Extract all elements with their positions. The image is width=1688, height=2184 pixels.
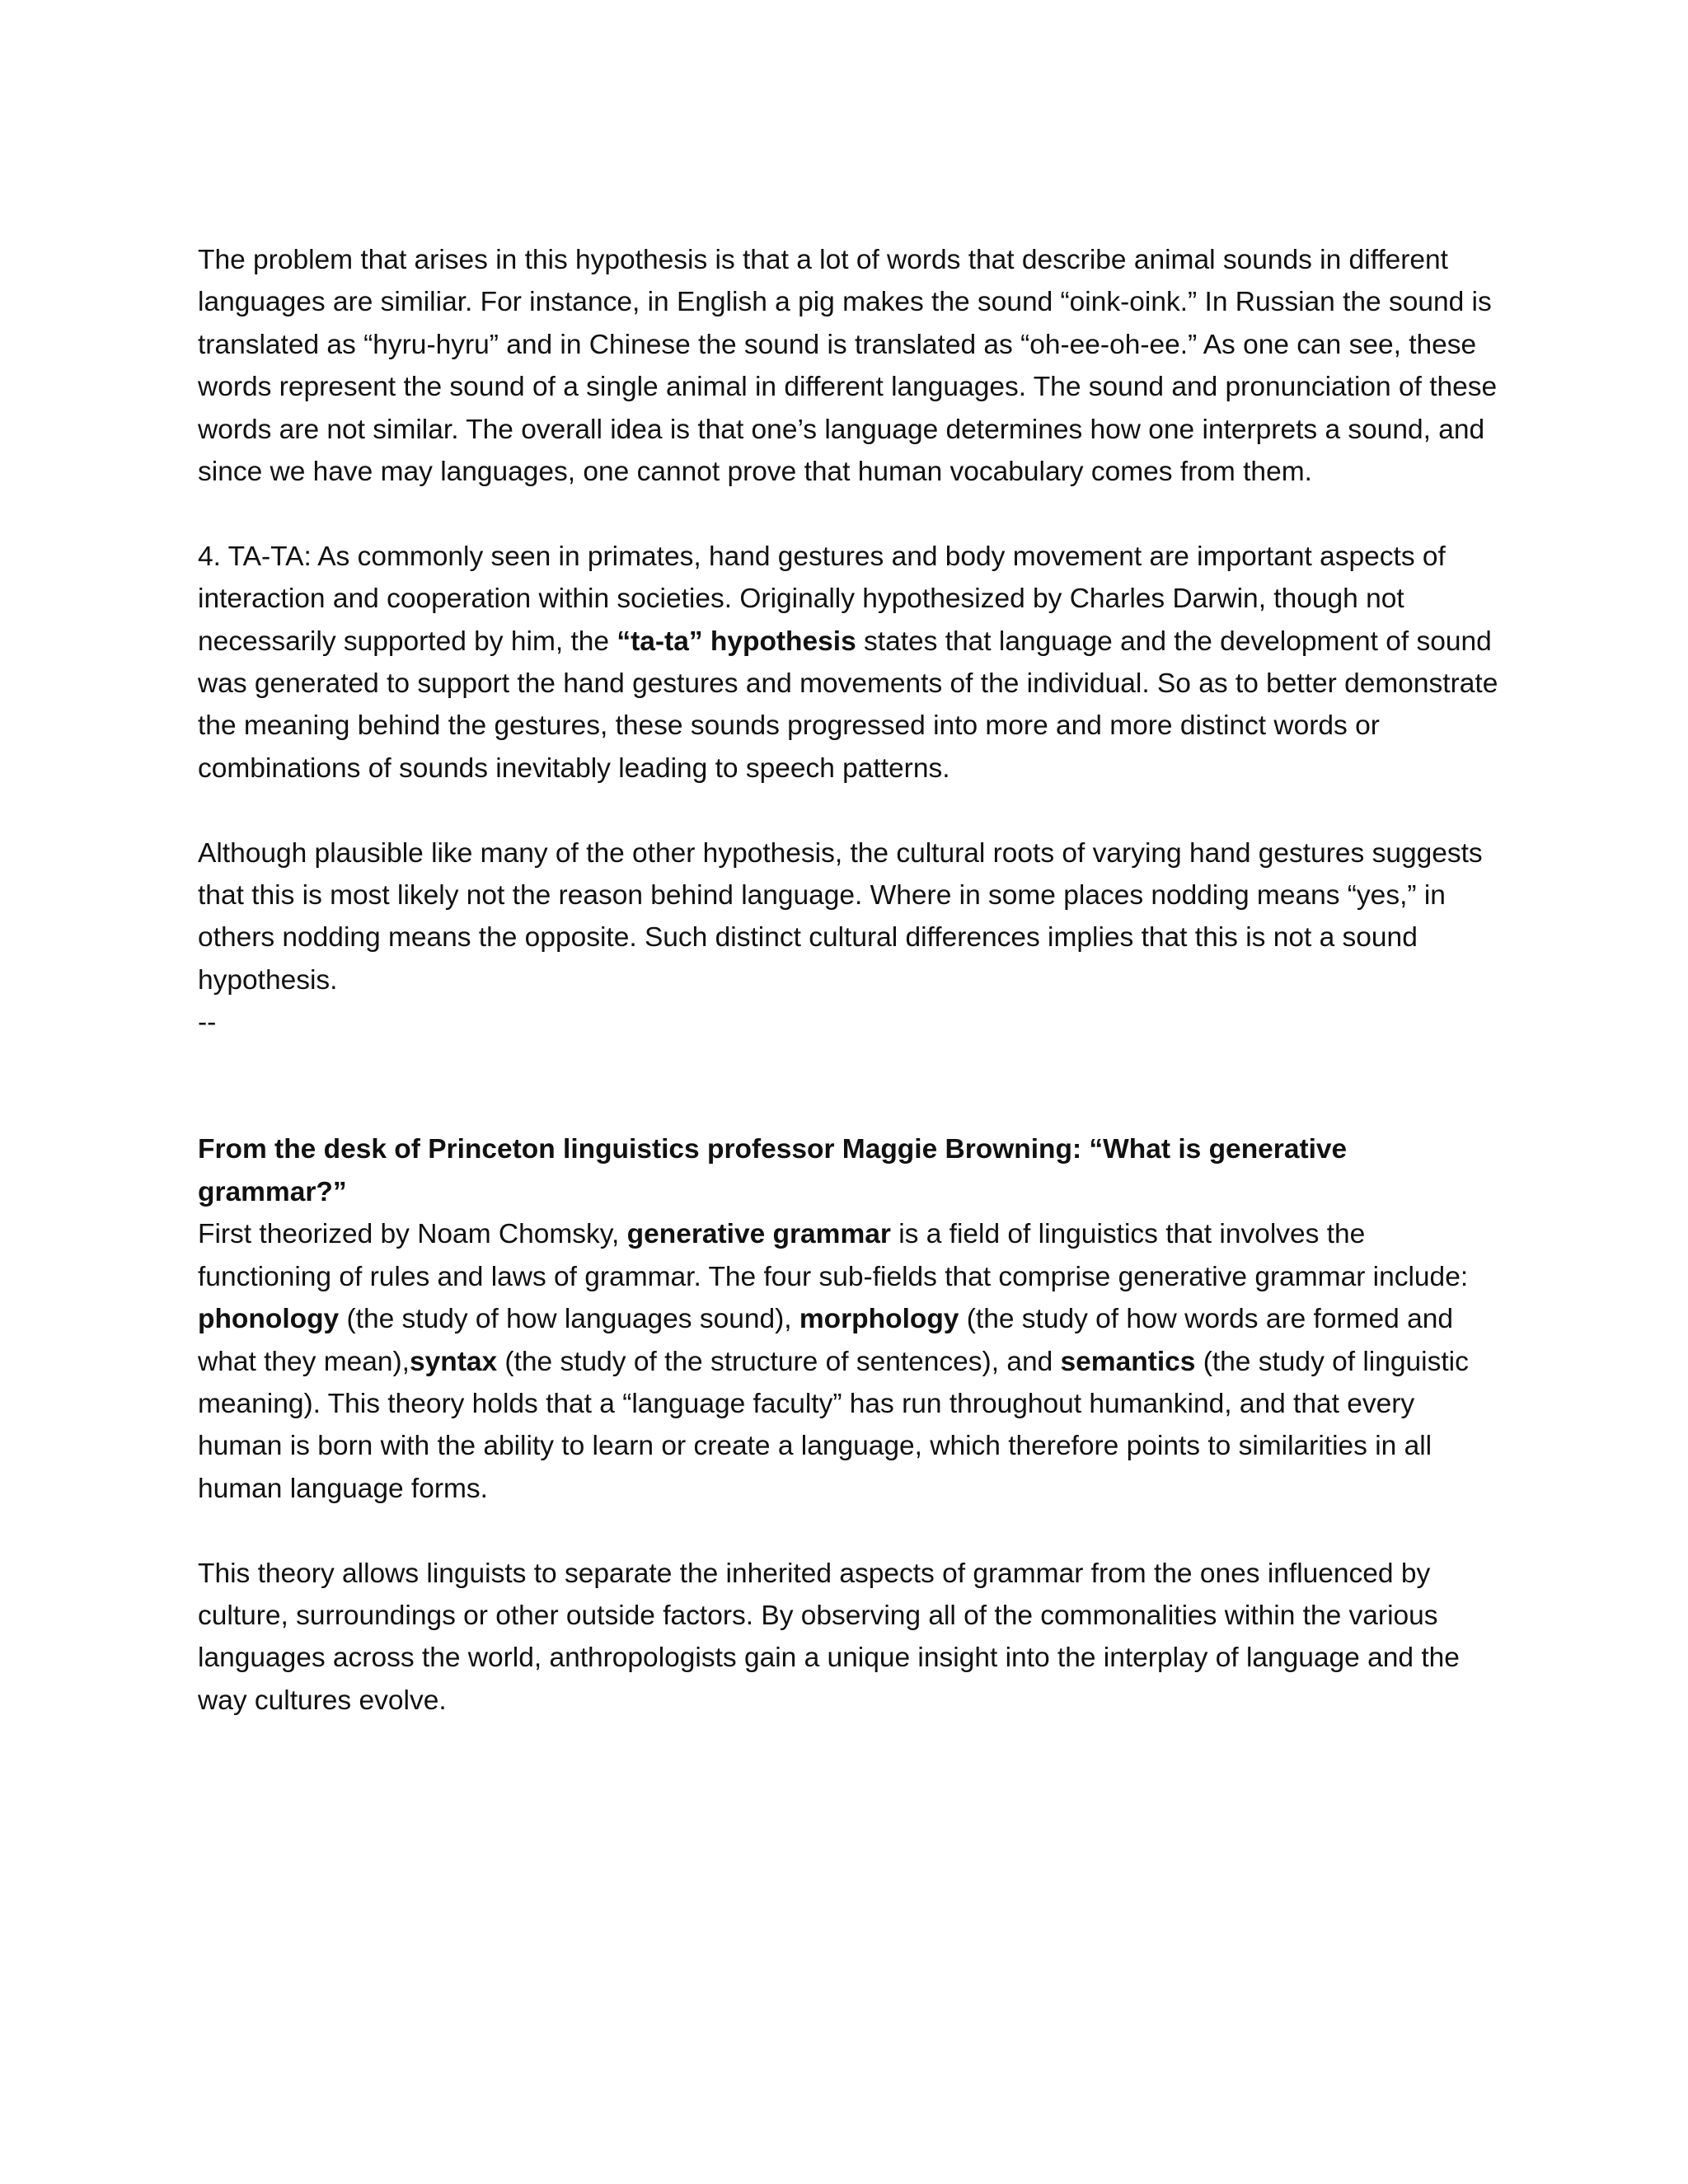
paragraph-text: (the study of how words are formed and what they mean), [198, 1304, 1454, 1377]
paragraph-text: (the study of the structure of sentences), and [497, 1346, 1061, 1377]
bold-term: semantics [1060, 1346, 1196, 1377]
paragraph-text: First theorized by Noam Chomsky, [198, 1219, 627, 1250]
paragraph-generative-grammar [198, 1128, 1500, 1510]
document-page [198, 239, 1500, 1765]
bold-term: morphology [799, 1304, 959, 1335]
separator-dashes: -- [198, 1007, 217, 1038]
paragraph-animal-sounds [198, 239, 1500, 493]
bold-term: syntax [409, 1346, 498, 1377]
paragraph-text: (the study of how languages sound), [339, 1304, 799, 1335]
spacer [198, 1044, 1500, 1129]
bold-term: generative grammar [626, 1219, 891, 1250]
paragraph-ta-ta [198, 536, 1500, 790]
paragraph-text: The problem that arises in this hypothesis is that a lot of words that describe animal sounds in different languages are similiar. For instance, in English a pig makes the sound “oink-oink.” In Russian the sound is translated as “hyru-hyru” and in Chinese the sound is translated as “oh-ee-oh-ee.” As one can see, these words represent the sound of a single animal in different languages. The sound and pronunciation of these words are not similar. The overall idea is that one’s language determines how one interprets a sound, and since we have may languages, one cannot prove that human vocabulary comes from them. [198, 245, 1498, 488]
paragraph-text: Although plausible like many of the other hypothesis, the cultural roots of varying hand gestures suggests that this is most likely not the reason behind language. Where in some places nodding means “yes,” in others nodding means the opposite. Such distinct cultural differences implies that this is not a sound hypothesis. [198, 837, 1483, 996]
paragraph-text: states that language and the development of sound was generated to support the hand gestures and movements of the individual. So as to better demonstrate the meaning behind the gestures, these sounds progressed into more and more distinct words or combinations of sounds inevitably leading to speech patterns. [198, 626, 1498, 784]
bold-term: “ta-ta” hypothesis [617, 626, 856, 657]
paragraph-text: is a field of linguistics that involves the functioning of rules and laws of grammar. The four sub-fields that comprise generative grammar include: [198, 1219, 1469, 1292]
paragraph-text: 4. TA-TA: As commonly seen in primates, hand gestures and body movement are important aspects of interaction and cooperation within societies. Originally hypothesized by Charles Darwin, though not necessarily supported by him, the [198, 541, 1446, 657]
bold-term: phonology [198, 1304, 340, 1335]
paragraph-text: This theory allows linguists to separate the inherited aspects of grammar from the ones influenced by culture, surroundings or other outside factors. By observing all of the commonalities within the various languages across the world, anthropologists gain a unique insight into the interplay of language and the way cultures evolve. [198, 1558, 1460, 1716]
paragraph-inherited-aspects [198, 1553, 1500, 1722]
paragraph-text: (the study of linguistic meaning). This theory holds that a “language faculty” has run throughout humankind, and that every human is born with the ability to learn or create a language, which therefore points to similarities in all human language forms. [198, 1346, 1469, 1504]
section-heading: From the desk of Princeton linguistics professor Maggie Browning: “What is generative grammar?” [198, 1134, 1348, 1207]
paragraph-hand-gestures [198, 832, 1500, 1002]
